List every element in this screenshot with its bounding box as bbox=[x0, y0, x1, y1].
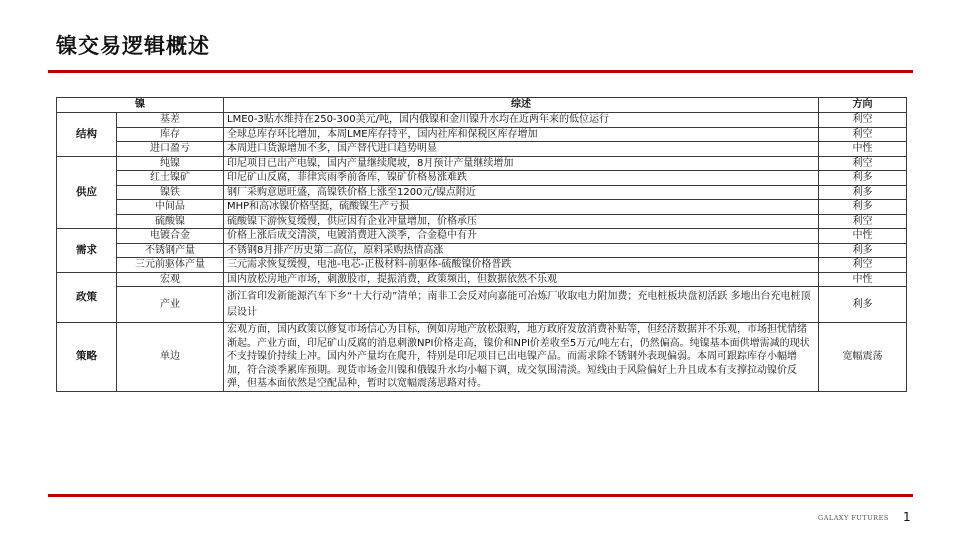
row-item: 宏观 bbox=[117, 272, 224, 287]
row-item: 纯镍 bbox=[117, 156, 224, 171]
row-summary: 不锈钢8月排产历史第二高位，原料采购热情高涨 bbox=[224, 243, 819, 258]
row-direction: 利空 bbox=[819, 214, 907, 229]
footer-divider bbox=[48, 494, 913, 497]
category-structure: 结构 bbox=[57, 113, 117, 157]
row-item: 硫酸镍 bbox=[117, 214, 224, 229]
row-summary: MHP和高冰镍价格坚挺，硫酸镍生产亏损 bbox=[224, 200, 819, 215]
row-direction: 利多 bbox=[819, 185, 907, 200]
header-direction: 方向 bbox=[819, 98, 907, 113]
row-item: 镍铁 bbox=[117, 185, 224, 200]
header-summary: 综述 bbox=[224, 98, 819, 113]
row-item: 产业 bbox=[117, 287, 224, 323]
row-summary: 国内放松房地产市场，刺激股市，提振消费，政策频出，但数据依然不乐观 bbox=[224, 272, 819, 287]
row-direction: 中性 bbox=[819, 229, 907, 244]
table-row bbox=[57, 113, 907, 128]
page-number: 1 bbox=[903, 510, 911, 524]
row-item: 三元前驱体产量 bbox=[117, 258, 224, 273]
row-summary: 印尼矿山反腐，菲律宾雨季前备库，镍矿价格易涨难跌 bbox=[224, 171, 819, 186]
row-direction: 利多 bbox=[819, 171, 907, 186]
nickel-logic-table bbox=[56, 97, 907, 392]
row-direction: 利空 bbox=[819, 113, 907, 128]
table-row bbox=[57, 185, 907, 200]
row-summary: 浙江省印发新能源汽车下乡“十大行动”清单；南非工会反对向嘉能可冶炼厂收取电力附加费；充电桩板块盘初活跃 多地出台充电桩顶层设计 bbox=[224, 287, 819, 323]
row-direction: 利多 bbox=[819, 243, 907, 258]
table-row bbox=[57, 171, 907, 186]
row-summary: LME0-3贴水维持在250-300美元/吨，国内俄镍和金川镍升水均在近两年来的低位运行 bbox=[224, 113, 819, 128]
table-row bbox=[57, 243, 907, 258]
title-divider bbox=[48, 70, 913, 73]
category-strategy: 策略 bbox=[57, 323, 117, 392]
row-item: 不锈钢产量 bbox=[117, 243, 224, 258]
row-direction: 利多 bbox=[819, 287, 907, 323]
row-item: 红土镍矿 bbox=[117, 171, 224, 186]
row-item: 库存 bbox=[117, 127, 224, 142]
category-policy: 政策 bbox=[57, 272, 117, 323]
table-row bbox=[57, 156, 907, 171]
row-item: 进口盈亏 bbox=[117, 142, 224, 157]
page-title: 镍交易逻辑概述 bbox=[56, 34, 210, 58]
table-row bbox=[57, 127, 907, 142]
row-summary: 本周进口货源增加不多，国产替代进口趋势明显 bbox=[224, 142, 819, 157]
row-item: 单边 bbox=[117, 323, 224, 392]
row-direction: 中性 bbox=[819, 272, 907, 287]
row-item: 中间品 bbox=[117, 200, 224, 215]
row-summary: 价格上涨后成交清淡，电镀消费进入淡季，合金稳中有升 bbox=[224, 229, 819, 244]
row-direction: 中性 bbox=[819, 142, 907, 157]
row-item: 基差 bbox=[117, 113, 224, 128]
row-summary: 全球总库存环比增加，本周LME库存持平，国内社库和保税区库存增加 bbox=[224, 127, 819, 142]
row-item: 电镀合金 bbox=[117, 229, 224, 244]
row-direction: 宽幅震荡 bbox=[819, 323, 907, 392]
table-row bbox=[57, 323, 907, 392]
row-summary: 钢厂采购意愿旺盛，高镍铁价格上涨至1200元/镍点附近 bbox=[224, 185, 819, 200]
table-row bbox=[57, 229, 907, 244]
table-row bbox=[57, 258, 907, 273]
table-row bbox=[57, 142, 907, 157]
table-row bbox=[57, 200, 907, 215]
category-demand: 需求 bbox=[57, 229, 117, 273]
table-row bbox=[57, 272, 907, 287]
row-direction: 利多 bbox=[819, 200, 907, 215]
row-summary: 三元需求恢复缓慢，电池-电芯-正极材料-前驱体-硫酸镍价格普跌 bbox=[224, 258, 819, 273]
header-nickel: 镍 bbox=[57, 98, 224, 113]
row-summary: 印尼项目已出产电镍，国内产量继续爬坡，8月预计产量继续增加 bbox=[224, 156, 819, 171]
row-summary: 宏观方面，国内政策以修复市场信心为目标，例如房地产放松限购，地方政府发放消费补贴等，但经济数据并不乐观，市场担忧情绪渐起。产业方面，印尼矿山反腐的消息刺激NPI价格走高，镍价和NPI价差收至5万元/吨左右，仍然偏高。纯镍基本面供增需减的现状不支持镍价持续上冲。国内外产量均在爬升，特别是印尼项目已出电镍产品。而需求除不锈钢外表现偏弱。本周可跟踪库存小幅增加，符合淡季累库预期。现货市场金川镍和俄镍升水均小幅下调，成交氛围清淡。短线由于风险偏好上升且成本有支撑拉动镍价反弹，但基本面依然是空配品种，暂时以宽幅震荡思路对待。 bbox=[224, 323, 819, 392]
table-row bbox=[57, 287, 907, 323]
row-direction: 利空 bbox=[819, 258, 907, 273]
row-direction: 利空 bbox=[819, 127, 907, 142]
category-supply: 供应 bbox=[57, 156, 117, 229]
row-summary: 硫酸镍下游恢复缓慢，供应因有企业冲量增加，价格承压 bbox=[224, 214, 819, 229]
row-direction: 利空 bbox=[819, 156, 907, 171]
table-header-row bbox=[57, 98, 907, 113]
table-row bbox=[57, 214, 907, 229]
brand-logo-text: GALAXY FUTURES bbox=[818, 514, 889, 522]
